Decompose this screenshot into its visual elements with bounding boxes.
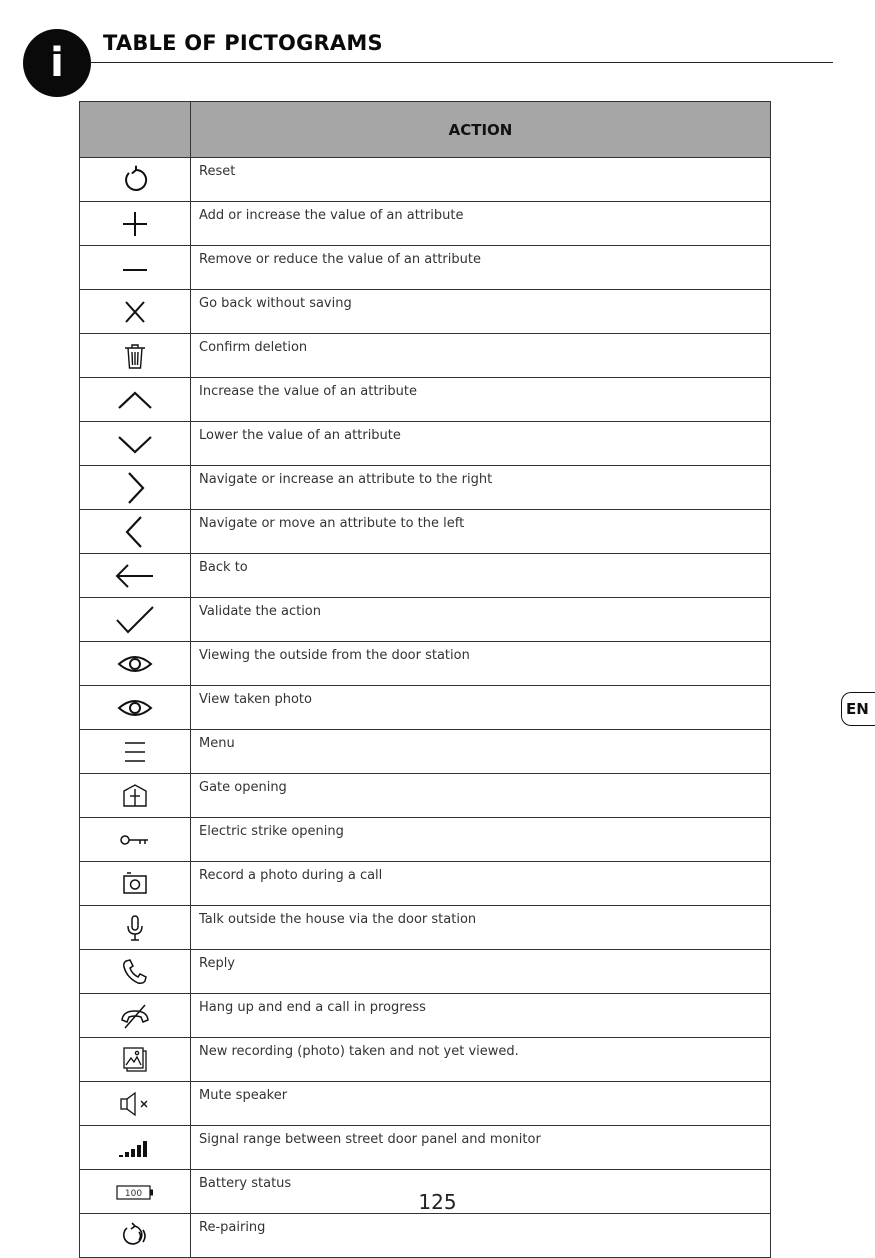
action-text: Gate opening — [191, 774, 771, 818]
table-row — [80, 598, 771, 642]
checkmark-icon — [80, 598, 191, 642]
action-text: Battery status — [191, 1170, 771, 1214]
table-row — [80, 774, 771, 818]
key-icon — [80, 818, 191, 862]
action-text: Confirm deletion — [191, 334, 771, 378]
table-row — [80, 730, 771, 774]
plus-icon — [80, 202, 191, 246]
menu-icon — [80, 730, 191, 774]
action-text: Mute speaker — [191, 1082, 771, 1126]
action-text: Re-pairing — [191, 1214, 771, 1258]
table-row — [80, 950, 771, 994]
table-row — [80, 818, 771, 862]
action-text: Go back without saving — [191, 290, 771, 334]
re-pairing-icon — [80, 1214, 191, 1258]
reset-icon — [80, 158, 191, 202]
action-text: Remove or reduce the value of an attribute — [191, 246, 771, 290]
action-text: Lower the value of an attribute — [191, 422, 771, 466]
table-row — [80, 642, 771, 686]
table-row — [80, 466, 771, 510]
action-text: Navigate or move an attribute to the left — [191, 510, 771, 554]
action-text: Talk outside the house via the door station — [191, 906, 771, 950]
table-row — [80, 994, 771, 1038]
phone-icon — [80, 950, 191, 994]
action-text: Increase the value of an attribute — [191, 378, 771, 422]
new-photo-icon — [80, 1038, 191, 1082]
action-text: Add or increase the value of an attribute — [191, 202, 771, 246]
table-row — [80, 246, 771, 290]
action-text: Reply — [191, 950, 771, 994]
table-row — [80, 510, 771, 554]
table-row — [80, 1038, 771, 1082]
hang-up-icon — [80, 994, 191, 1038]
gate-icon — [80, 774, 191, 818]
action-text: Back to — [191, 554, 771, 598]
pictogram-table — [79, 101, 771, 1258]
table-row — [80, 1214, 771, 1258]
table-row — [80, 422, 771, 466]
info-badge-letter: i — [50, 40, 64, 86]
action-text: Menu — [191, 730, 771, 774]
table-row — [80, 554, 771, 598]
action-text: Record a photo during a call — [191, 862, 771, 906]
action-text: New recording (photo) taken and not yet viewed. — [191, 1038, 771, 1082]
action-text: Reset — [191, 158, 771, 202]
signal-icon — [80, 1126, 191, 1170]
chevron-up-icon — [80, 378, 191, 422]
action-text: Signal range between street door panel and monitor — [191, 1126, 771, 1170]
table-row — [80, 1082, 771, 1126]
page-title: TABLE OF PICTOGRAMS — [103, 31, 383, 55]
trash-icon — [80, 334, 191, 378]
action-text: Validate the action — [191, 598, 771, 642]
info-icon — [23, 29, 91, 97]
mute-speaker-icon — [80, 1082, 191, 1126]
minus-icon — [80, 246, 191, 290]
chevron-left-icon — [80, 510, 191, 554]
camera-icon — [80, 862, 191, 906]
close-icon — [80, 290, 191, 334]
action-text: View taken photo — [191, 686, 771, 730]
chevron-down-icon — [80, 422, 191, 466]
arrow-left-icon — [80, 554, 191, 598]
action-text: Viewing the outside from the door station — [191, 642, 771, 686]
microphone-icon — [80, 906, 191, 950]
table-row — [80, 1126, 771, 1170]
chevron-right-icon — [80, 466, 191, 510]
page-number: 125 — [418, 1190, 457, 1214]
table-row — [80, 202, 771, 246]
table-row — [80, 686, 771, 730]
title-divider — [90, 62, 833, 63]
table-row — [80, 334, 771, 378]
table-row — [80, 158, 771, 202]
language-tab: EN — [841, 692, 875, 726]
table-row — [80, 862, 771, 906]
table-row — [80, 290, 771, 334]
action-text: Hang up and end a call in progress — [191, 994, 771, 1038]
eye-icon — [80, 642, 191, 686]
action-text: Navigate or increase an attribute to the right — [191, 466, 771, 510]
table-row — [80, 906, 771, 950]
table-header-row — [80, 102, 771, 158]
icon-column-header — [80, 102, 191, 158]
eye-icon — [80, 686, 191, 730]
table-row — [80, 378, 771, 422]
battery-level-text: 100 — [124, 1188, 143, 1199]
action-column-header: ACTION — [191, 102, 771, 158]
action-text: Electric strike opening — [191, 818, 771, 862]
